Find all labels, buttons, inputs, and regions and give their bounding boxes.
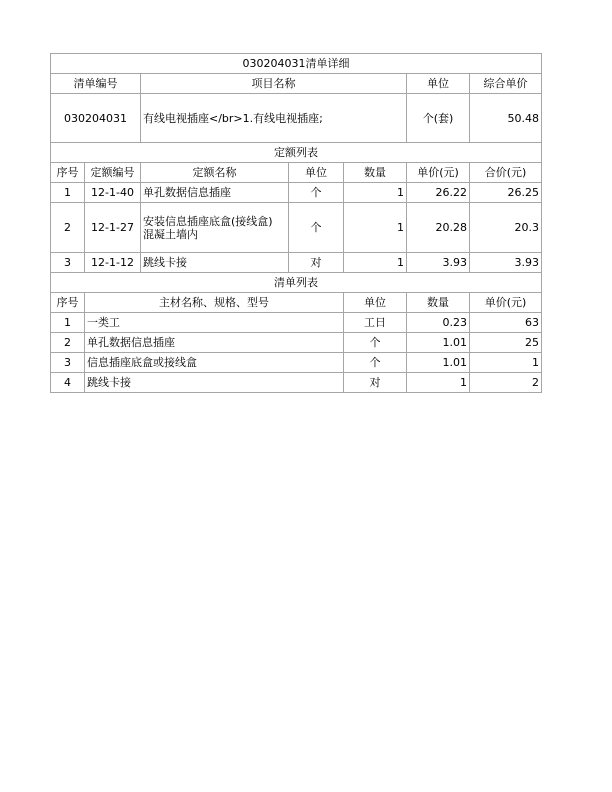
material-name: 一类工	[85, 313, 344, 333]
quota-header: 定额编号	[85, 163, 141, 183]
material-qty: 0.23	[407, 313, 470, 333]
materials-header-row	[51, 293, 542, 313]
materials-header: 单位	[344, 293, 407, 313]
table-row	[51, 203, 542, 253]
material-name: 跳线卡接	[85, 373, 344, 393]
quota-header: 单价(元)	[407, 163, 470, 183]
material-seq: 2	[51, 333, 85, 353]
material-unit: 工日	[344, 313, 407, 333]
material-qty: 1.01	[407, 353, 470, 373]
material-unit-price: 25	[470, 333, 542, 353]
quota-name: 安装信息插座底盒(接线盒) 混凝土墙内	[141, 203, 289, 253]
quota-code: 12-1-27	[85, 203, 141, 253]
quota-name: 单孔数据信息插座	[141, 183, 289, 203]
quota-code: 12-1-40	[85, 183, 141, 203]
quota-unit: 个	[289, 183, 344, 203]
item-row	[51, 94, 542, 143]
quota-header: 定额名称	[141, 163, 289, 183]
sheet-title: 030204031清单详细	[51, 54, 542, 74]
material-seq: 4	[51, 373, 85, 393]
quota-total: 3.93	[470, 253, 542, 273]
quota-code: 12-1-12	[85, 253, 141, 273]
item-header-unit: 单位	[407, 74, 470, 94]
quota-seq: 2	[51, 203, 85, 253]
item-price: 50.48	[470, 94, 542, 143]
material-name: 单孔数据信息插座	[85, 333, 344, 353]
detail-sheet	[50, 53, 541, 393]
material-unit-price: 63	[470, 313, 542, 333]
table-row	[51, 183, 542, 203]
materials-header: 序号	[51, 293, 85, 313]
quota-header-row	[51, 163, 542, 183]
quota-name: 跳线卡接	[141, 253, 289, 273]
materials-header: 数量	[407, 293, 470, 313]
quota-seq: 3	[51, 253, 85, 273]
quota-unit-price: 26.22	[407, 183, 470, 203]
item-header-price: 综合单价	[470, 74, 542, 94]
material-unit-price: 1	[470, 353, 542, 373]
item-header-code: 清单编号	[51, 74, 141, 94]
table-row	[51, 373, 542, 393]
material-unit: 个	[344, 353, 407, 373]
quota-header: 数量	[344, 163, 407, 183]
quota-qty: 1	[344, 183, 407, 203]
item-name: 有线电视插座</br>1.有线电视插座;	[141, 94, 407, 143]
material-unit: 个	[344, 333, 407, 353]
materials-header: 主材名称、规格、型号	[85, 293, 344, 313]
table-row	[51, 253, 542, 273]
material-seq: 1	[51, 313, 85, 333]
detail-table	[50, 53, 542, 393]
materials-header: 单价(元)	[470, 293, 542, 313]
material-unit: 对	[344, 373, 407, 393]
quota-unit: 对	[289, 253, 344, 273]
item-header-row	[51, 74, 542, 94]
quota-unit: 个	[289, 203, 344, 253]
item-code: 030204031	[51, 94, 141, 143]
material-seq: 3	[51, 353, 85, 373]
quota-header: 序号	[51, 163, 85, 183]
quota-total: 20.3	[470, 203, 542, 253]
quota-unit-price: 3.93	[407, 253, 470, 273]
quota-section-title: 定额列表	[51, 143, 542, 163]
quota-header: 合价(元)	[470, 163, 542, 183]
quota-total: 26.25	[470, 183, 542, 203]
quota-header: 单位	[289, 163, 344, 183]
table-row	[51, 333, 542, 353]
quota-qty: 1	[344, 253, 407, 273]
item-unit: 个(套)	[407, 94, 470, 143]
material-qty: 1.01	[407, 333, 470, 353]
quota-unit-price: 20.28	[407, 203, 470, 253]
materials-section-title: 清单列表	[51, 273, 542, 293]
material-name: 信息插座底盒或接线盒	[85, 353, 344, 373]
quota-seq: 1	[51, 183, 85, 203]
quota-qty: 1	[344, 203, 407, 253]
item-header-name: 项目名称	[141, 74, 407, 94]
material-unit-price: 2	[470, 373, 542, 393]
table-row	[51, 353, 542, 373]
material-qty: 1	[407, 373, 470, 393]
table-row	[51, 313, 542, 333]
